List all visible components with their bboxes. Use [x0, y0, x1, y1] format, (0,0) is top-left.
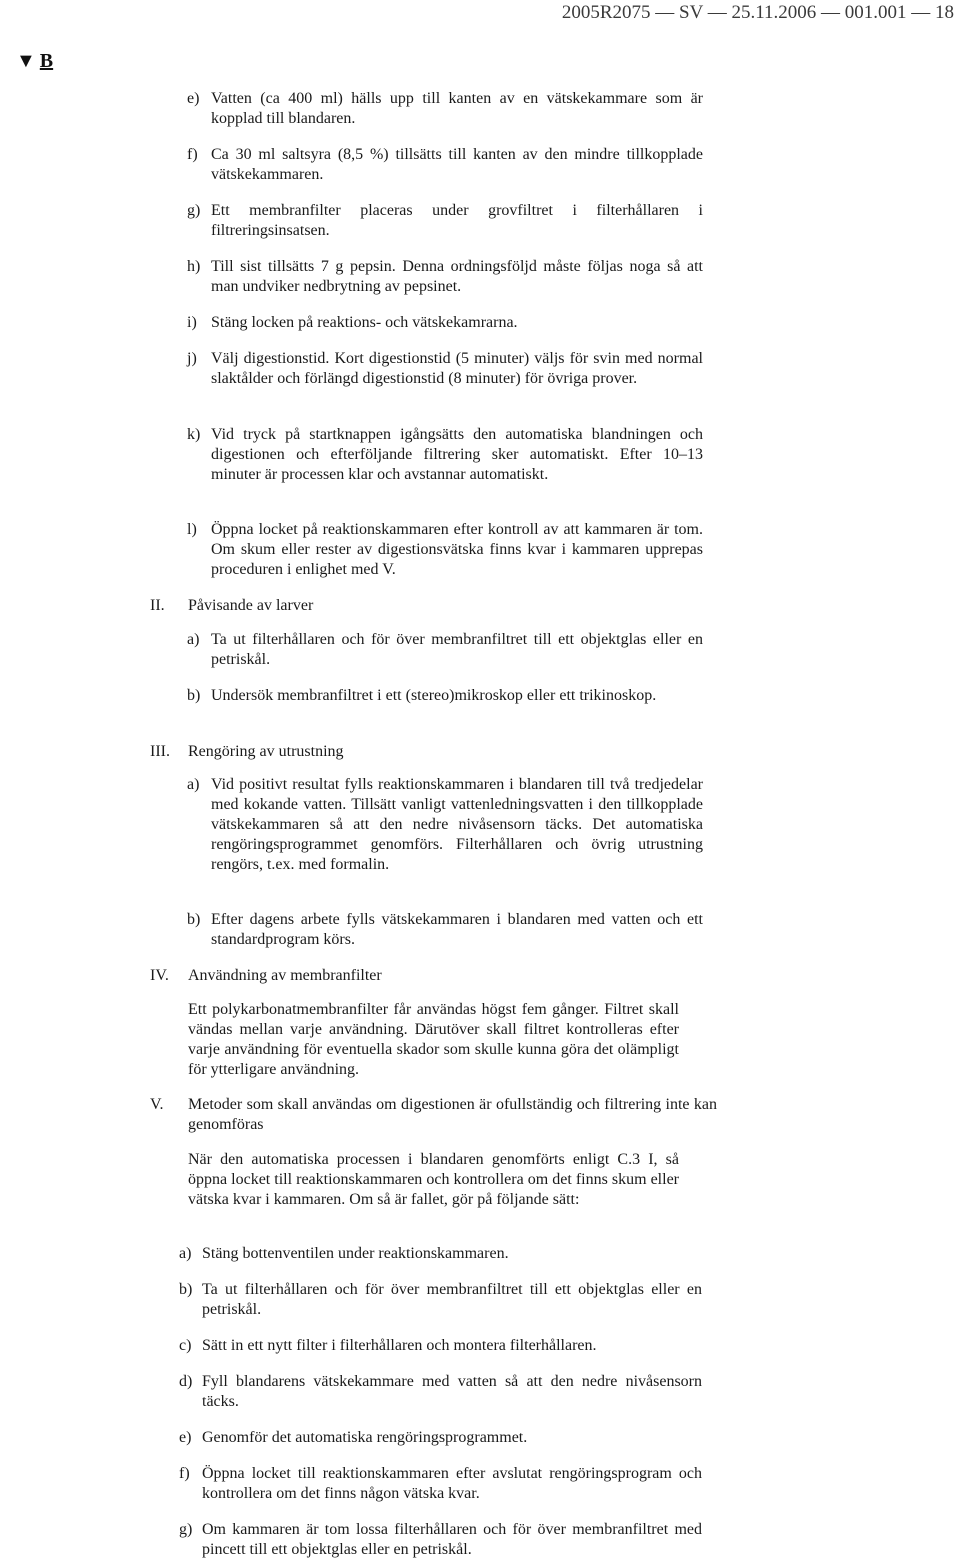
- item-label: h): [187, 258, 201, 275]
- section-heading-ii: [150, 596, 313, 616]
- list-item: [187, 775, 703, 875]
- item-text: Undersök membranfiltret i ett (stereo)mikroskop eller ett trikinoskop.: [211, 687, 657, 704]
- item-label: a): [187, 631, 200, 648]
- item-text: Ta ut filterhållaren och för över membranfiltret till ett objektglas eller en petriskål.: [202, 1281, 702, 1318]
- item-text: Till sist tillsätts 7 g pepsin. Denna ordningsföljd måste följas noga så att man undviker nedbrytning av pepsinet.: [211, 258, 703, 295]
- section-title: Påvisande av larver: [188, 597, 314, 614]
- item-text: Om kammaren är tom lossa filterhållaren och för över membranfiltret med pincett till ett objektglas eller en petriskål.: [202, 1521, 702, 1558]
- item-label: k): [187, 426, 201, 443]
- list-item: [187, 201, 703, 241]
- list-item: [187, 520, 703, 580]
- triangle-down-icon: ▼: [16, 50, 36, 72]
- amendment-marker: [16, 50, 53, 73]
- item-text: Ta ut filterhållaren och för över membranfiltret till ett objektglas eller en petriskål.: [211, 631, 703, 668]
- item-label: e): [187, 90, 200, 107]
- item-text: Stäng bottenventilen under reaktionskammaren.: [202, 1245, 509, 1262]
- item-label: d): [179, 1373, 193, 1390]
- item-text: Välj digestionstid. Kort digestionstid (5 minuter) väljs för svin med normal slaktålder och förlängd digestionstid (8 minuter) för övriga prover.: [211, 350, 703, 387]
- section-iv-body: Ett polykarbonatmembranfilter får användas högst fem gånger. Filtret skall vändas mellan varje användning. Därutöver skall filtret kontrolleras efter varje användning för eventuella skador som skulle kunna göra det olämpligt för ytterligare användning.: [188, 1001, 679, 1078]
- section-title: Metoder som skall användas om digestionen är ofullständig och filtrering inte kan genomföras: [188, 1096, 717, 1133]
- section-number: V.: [150, 1096, 164, 1113]
- item-label: l): [187, 521, 197, 538]
- item-label: g): [179, 1521, 193, 1538]
- item-label: b): [179, 1281, 193, 1298]
- list-item: [179, 1336, 702, 1356]
- item-text: Öppna locket på reaktionskammaren efter kontroll av att kammaren är tom. Om skum eller rester av digestionsvätska finns kvar i kammaren upprepas proceduren i enlighet med V.: [211, 521, 703, 578]
- item-text: Ca 30 ml saltsyra (8,5 %) tillsätts till kanten av den mindre tillkopplade vätskekammaren.: [211, 146, 703, 183]
- list-item: [179, 1464, 702, 1504]
- item-text: Genomför det automatiska rengöringsprogrammet.: [202, 1429, 528, 1446]
- item-label: g): [187, 202, 201, 219]
- item-text: Vid tryck på startknappen igångsätts den automatiska blandningen och digestionen och efterföljande filtrering sker automatiskt. Efter 10–13 minuter är processen klar och avstannar automatiskt.: [211, 426, 703, 483]
- section-title: Rengöring av utrustning: [188, 743, 344, 760]
- item-text: Sätt in ett nytt filter i filterhållaren och montera filterhållaren.: [202, 1337, 597, 1354]
- item-text: Fyll blandarens vätskekammare med vatten så att den nedre nivåsensorn täcks.: [202, 1373, 702, 1410]
- list-item: [187, 257, 703, 297]
- item-label: c): [179, 1337, 192, 1354]
- item-label: e): [179, 1429, 192, 1446]
- item-text: Efter dagens arbete fylls vätskekammaren i blandaren med vatten och ett standardprogram körs.: [211, 911, 703, 948]
- section-number: IV.: [150, 967, 169, 984]
- list-item: [187, 313, 703, 333]
- section-heading-iv: [150, 966, 382, 986]
- item-label: a): [187, 776, 200, 793]
- item-text: Ett membranfilter placeras under grovfiltret i filterhållaren i filtreringsinsatsen.: [211, 202, 703, 239]
- section-title: Användning av membranfilter: [188, 967, 382, 984]
- item-text: Öppna locket till reaktionskammaren efter avslutat rengöringsprogram och kontrollera om det finns någon vätska kvar.: [202, 1465, 702, 1502]
- list-item: [187, 89, 703, 129]
- section-v-body: När den automatiska processen i blandaren genomförts enligt C.3 I, så öppna locket till reaktionskammaren och kontrollera om det finns skum eller vätska kvar i kammaren. Om så är fallet, gör på följande sätt:: [188, 1151, 679, 1208]
- item-text: Vatten (ca 400 ml) hälls upp till kanten av en vätskekammare som är kopplad till blandaren.: [211, 90, 703, 127]
- section-heading-v: [150, 1095, 717, 1135]
- item-label: j): [187, 350, 197, 367]
- item-label: i): [187, 314, 197, 331]
- list-item: [179, 1372, 702, 1412]
- list-item: [179, 1244, 702, 1264]
- section-number: III.: [150, 743, 170, 760]
- item-label: b): [187, 687, 201, 704]
- item-text: Vid positivt resultat fylls reaktionskammaren i blandaren till två tredjedelar med kokande vatten. Tillsätt vanligt vattenledningsvatten i den tillkopplade vätskekammaren så att den nedre nivåsensorn täcks. Det automatiska rengöringsprogrammet genomförs. Filterhållaren och övrig utrustning rengörs, t.ex. med formalin.: [211, 776, 703, 873]
- item-label: f): [187, 146, 198, 163]
- item-label: f): [179, 1465, 190, 1482]
- list-item: [187, 425, 703, 485]
- list-item: [179, 1428, 702, 1448]
- list-item: [187, 686, 703, 706]
- list-item: [187, 145, 703, 185]
- section-number: II.: [150, 597, 165, 614]
- list-item: [187, 630, 703, 670]
- item-label: a): [179, 1245, 192, 1262]
- item-label: b): [187, 911, 201, 928]
- list-item: [187, 349, 703, 389]
- marker-label: B: [39, 50, 54, 72]
- page-header: 2005R2075 — SV — 25.11.2006 — 001.001 — 18: [561, 2, 954, 23]
- list-item: [179, 1520, 702, 1560]
- section-heading-iii: [150, 742, 344, 762]
- list-item: [187, 910, 703, 950]
- item-text: Stäng locken på reaktions- och vätskekamrarna.: [211, 314, 518, 331]
- list-item: [179, 1280, 702, 1320]
